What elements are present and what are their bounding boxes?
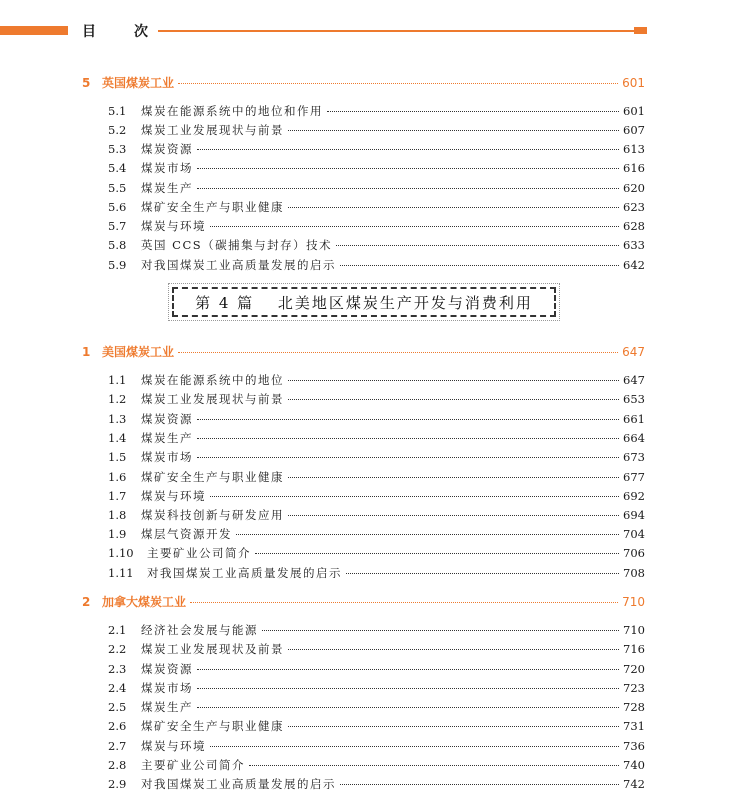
section-number: 2.2 [108, 642, 127, 656]
section-number: 1.3 [108, 412, 127, 426]
dot-leader [197, 188, 619, 189]
section-number: 5.6 [108, 200, 127, 214]
section-title: 煤炭与环境 [141, 489, 206, 503]
section-title: 煤炭市场 [141, 681, 193, 695]
section-title: 煤炭生产 [141, 181, 193, 195]
toc-chapter-entry[interactable] [82, 343, 645, 360]
toc-section-entry[interactable] [108, 718, 645, 734]
section-number: 2.9 [108, 777, 127, 791]
dot-leader [327, 111, 619, 112]
section-number: 1.2 [108, 392, 127, 406]
section-title: 煤炭工业发展现状与前景 [141, 123, 284, 137]
dot-leader [210, 226, 619, 227]
section-title: 煤炭资源 [141, 412, 193, 426]
dot-leader [236, 534, 619, 535]
section-number: 2.6 [108, 719, 127, 733]
section-number: 2.1 [108, 623, 127, 637]
toc-section-entry[interactable] [108, 526, 645, 542]
toc-chapter-entry[interactable] [82, 593, 645, 610]
toc-section-entry[interactable] [108, 103, 645, 119]
section-number: 1.6 [108, 470, 127, 484]
toc-section-entry[interactable] [108, 776, 645, 792]
page-number: 661 [623, 412, 645, 426]
page-number: 673 [623, 450, 645, 464]
page-number: 613 [623, 142, 645, 156]
section-title: 主要矿业公司简介 [141, 758, 245, 772]
section-number: 1.5 [108, 450, 127, 464]
toc-section-entry[interactable] [108, 488, 645, 504]
page-number: 601 [622, 76, 645, 90]
toc-section-entry[interactable] [108, 661, 645, 677]
page-number: 601 [623, 104, 645, 118]
header-char-1: 目 [82, 24, 96, 40]
dot-leader [255, 553, 619, 554]
header-bar-right [634, 27, 647, 34]
page-number: 642 [623, 258, 645, 272]
section-number: 1.4 [108, 431, 127, 445]
toc-section-entry[interactable] [108, 507, 645, 523]
toc-section-entry[interactable] [108, 237, 645, 253]
page-number: 728 [623, 700, 645, 714]
section-title: 煤炭工业发展现状及前景 [141, 642, 284, 656]
page-number: 708 [623, 566, 645, 580]
header-bar-left [0, 26, 68, 35]
section-number: 1.9 [108, 527, 127, 541]
page-number: 653 [623, 392, 645, 406]
section-title: 煤矿安全生产与职业健康 [141, 200, 284, 214]
page-number: 740 [623, 758, 645, 772]
dot-leader [210, 746, 619, 747]
section-number: 2.5 [108, 700, 127, 714]
dot-leader [178, 83, 618, 84]
section-number: 2.3 [108, 662, 127, 676]
section-title: 煤层气资源开发 [141, 527, 232, 541]
section-number: 5.4 [108, 161, 127, 175]
section-title: 对我国煤炭工业高质量发展的启示 [147, 566, 342, 580]
page-number: 716 [623, 642, 645, 656]
toc-section-entry[interactable] [108, 218, 645, 234]
page-number: 694 [623, 508, 645, 522]
toc-section-entry[interactable] [108, 372, 645, 388]
section-title: 煤炭市场 [141, 161, 193, 175]
section-number: 5.2 [108, 123, 127, 137]
section-number: 1.8 [108, 508, 127, 522]
section-number: 1.7 [108, 489, 127, 503]
section-number: 2.4 [108, 681, 127, 695]
toc-section-entry[interactable] [108, 738, 645, 754]
section-title: 煤炭在能源系统中的地位和作用 [141, 104, 323, 118]
toc-section-entry[interactable] [108, 257, 645, 273]
toc-section-entry[interactable] [108, 545, 645, 561]
chapter-title: 加拿大煤炭工业 [102, 595, 187, 609]
dot-leader [197, 149, 619, 150]
section-number: 2.7 [108, 739, 127, 753]
section-title: 对我国煤炭工业高质量发展的启示 [141, 258, 336, 272]
toc-section-entry[interactable] [108, 680, 645, 696]
toc-section-entry[interactable] [108, 565, 645, 581]
page-number: 692 [623, 489, 645, 503]
page-number: 647 [622, 345, 645, 359]
toc-section-entry[interactable] [108, 641, 645, 657]
dot-leader [178, 352, 618, 353]
section-title: 英国 CCS（碳捕集与封存）技术 [141, 238, 333, 252]
section-title: 煤矿安全生产与职业健康 [141, 719, 284, 733]
chapter-title: 英国煤炭工业 [102, 76, 175, 90]
dot-leader [197, 669, 619, 670]
toc-section-entry[interactable] [108, 122, 645, 138]
toc-section-entry[interactable] [108, 469, 645, 485]
dot-leader [197, 438, 619, 439]
section-number: 1.11 [108, 566, 134, 580]
dot-leader [190, 602, 618, 603]
section-title: 煤炭在能源系统中的地位 [141, 373, 284, 387]
section-number: 1.1 [108, 373, 127, 387]
section-number: 2.8 [108, 758, 127, 772]
section-title: 经济社会发展与能源 [141, 623, 258, 637]
header-rule [158, 30, 636, 32]
page-header-title [82, 21, 148, 41]
dot-leader [288, 477, 619, 478]
section-title: 煤炭市场 [141, 450, 193, 464]
dot-leader [197, 457, 619, 458]
dot-leader [340, 265, 619, 266]
page-number: 710 [622, 595, 645, 609]
page-number: 607 [623, 123, 645, 137]
dot-leader [262, 630, 619, 631]
page-number: 742 [623, 777, 645, 791]
toc-chapter-entry[interactable] [82, 74, 645, 91]
page-number: 623 [623, 200, 645, 214]
toc-section-entry[interactable] [108, 622, 645, 638]
section-title: 煤炭生产 [141, 700, 193, 714]
page-number: 706 [623, 546, 645, 560]
section-title: 煤炭资源 [141, 142, 193, 156]
page-number: 704 [623, 527, 645, 541]
chapter-number: 2 [82, 595, 91, 609]
toc-section-entry[interactable] [108, 430, 645, 446]
dot-leader [288, 130, 619, 131]
page-number: 723 [623, 681, 645, 695]
section-title: 煤炭与环境 [141, 219, 206, 233]
dot-leader [340, 784, 619, 785]
dot-leader [210, 496, 619, 497]
dot-leader [336, 245, 619, 246]
page-number: 633 [623, 238, 645, 252]
toc-section-entry[interactable] [108, 699, 645, 715]
dot-leader [197, 419, 619, 420]
dot-leader [288, 726, 619, 727]
toc-section-entry[interactable] [108, 391, 645, 407]
section-title: 煤炭与环境 [141, 739, 206, 753]
page-number: 664 [623, 431, 645, 445]
dot-leader [288, 207, 619, 208]
page-number: 620 [623, 181, 645, 195]
toc-section-entry[interactable] [108, 411, 645, 427]
chapter-number: 1 [82, 345, 91, 359]
page-number: 616 [623, 161, 645, 175]
section-number: 1.10 [108, 546, 134, 560]
dot-leader [288, 649, 619, 650]
section-title: 煤矿安全生产与职业健康 [141, 470, 284, 484]
toc-section-entry[interactable] [108, 199, 645, 215]
dot-leader [249, 765, 619, 766]
page-number: 647 [623, 373, 645, 387]
section-number: 5.3 [108, 142, 127, 156]
dot-leader [197, 688, 619, 689]
dot-leader [197, 168, 619, 169]
toc-section-entry[interactable] [108, 757, 645, 773]
part-heading [172, 287, 556, 317]
dot-leader [288, 399, 619, 400]
part-heading-label: 第 4 篇 北美地区煤炭生产开发与消费利用 [195, 293, 533, 312]
section-title: 对我国煤炭工业高质量发展的启示 [141, 777, 336, 791]
section-number: 5.8 [108, 238, 127, 252]
toc-section-entry[interactable] [108, 180, 645, 196]
page-number: 720 [623, 662, 645, 676]
section-title: 煤炭工业发展现状与前景 [141, 392, 284, 406]
section-title: 煤炭科技创新与研发应用 [141, 508, 284, 522]
section-number: 5.9 [108, 258, 127, 272]
chapter-number: 5 [82, 76, 91, 90]
toc-section-entry[interactable] [108, 141, 645, 157]
dot-leader [288, 515, 619, 516]
page-number: 710 [623, 623, 645, 637]
page-number: 731 [623, 719, 645, 733]
toc-section-entry[interactable] [108, 449, 645, 465]
section-title: 煤炭资源 [141, 662, 193, 676]
page-number: 736 [623, 739, 645, 753]
chapter-title: 美国煤炭工业 [102, 345, 175, 359]
section-title: 主要矿业公司简介 [147, 546, 251, 560]
toc-section-entry[interactable] [108, 160, 645, 176]
dot-leader [346, 573, 619, 574]
page-number: 677 [623, 470, 645, 484]
section-number: 5.5 [108, 181, 127, 195]
page-number: 628 [623, 219, 645, 233]
section-title: 煤炭生产 [141, 431, 193, 445]
dot-leader [288, 380, 619, 381]
dot-leader [197, 707, 619, 708]
header-char-2: 次 [134, 24, 148, 40]
section-number: 5.1 [108, 104, 127, 118]
section-number: 5.7 [108, 219, 127, 233]
